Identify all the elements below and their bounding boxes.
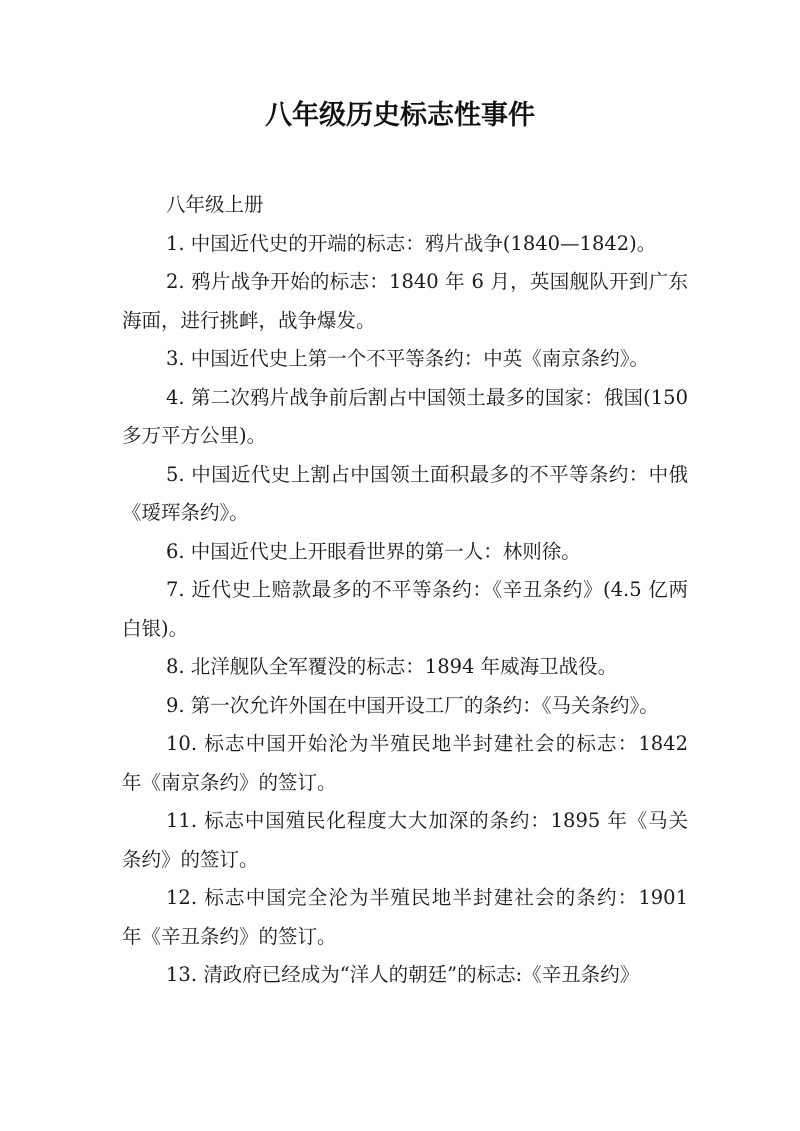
list-item: 11. 标志中国殖民化程度大大加深的条约：1895 年《马关条约》的签订。 bbox=[122, 809, 688, 871]
list-item: 4. 第二次鸦片战争前后割占中国领土最多的国家：俄国(150 多万平方公里)。 bbox=[122, 385, 688, 447]
list-item: 9. 第一次允许外国在中国开设工厂的条约：《马关条约》。 bbox=[166, 693, 659, 717]
list-item: 7. 近代史上赔款最多的不平等条约：《辛丑条约》(4.5 亿两白银)。 bbox=[122, 578, 688, 640]
list-item: 13. 清政府已经成为“洋人的朝廷”的标志:《辛丑条约》 bbox=[166, 963, 640, 986]
list-item: 5. 中国近代史上割占中国领土面积最多的不平等条约：中俄《瑷珲条约》。 bbox=[122, 462, 688, 524]
document-body bbox=[122, 186, 688, 995]
list-item: 2. 鸦片战争开始的标志：1840 年 6 月，英国舰队开到广东海面，进行挑衅，战争爆发。 bbox=[122, 270, 688, 332]
list-item: 8. 北洋舰队全军覆没的标志：1894 年威海卫战役。 bbox=[166, 655, 618, 678]
document-title: 八年级历史标志性事件 bbox=[265, 100, 535, 131]
list-item: 12. 标志中国完全沦为半殖民地半封建社会的条约：1901 年《辛丑条约》的签订。 bbox=[122, 886, 688, 948]
list-item: 3. 中国近代史上第一个不平等条约：中英《南京条约》。 bbox=[166, 347, 650, 370]
list-item: 1. 中国近代史的开端的标志：鸦片战争(1840—1842)。 bbox=[166, 231, 657, 255]
list-item: 10. 标志中国开始沦为半殖民地半封建社会的标志：1842 年《南京条约》的签订。 bbox=[122, 732, 688, 794]
section-heading: 八年级上册 bbox=[166, 193, 264, 216]
list-item: 6. 中国近代史上开眼看世界的第一人：林则徐。 bbox=[166, 539, 581, 563]
